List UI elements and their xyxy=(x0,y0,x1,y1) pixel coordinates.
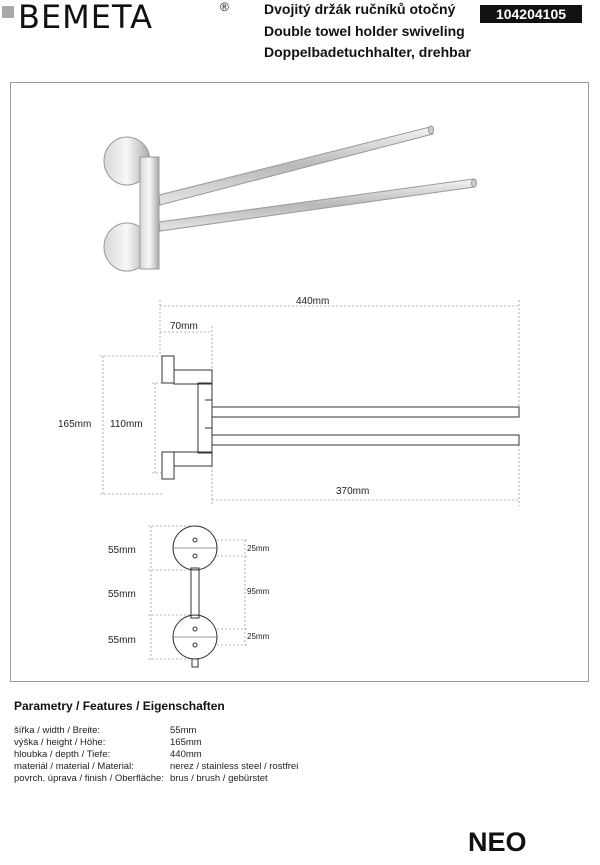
product-illustration xyxy=(104,126,477,271)
dim-front-r2: 95mm xyxy=(247,587,270,596)
dim-depth-base: 70mm xyxy=(170,321,198,332)
side-view-dimensions xyxy=(100,300,519,506)
feature-value: 165mm xyxy=(170,737,202,748)
feature-value: 55mm xyxy=(170,725,197,736)
feature-value: brus / brush / gebürstet xyxy=(170,773,268,784)
feature-label: výška / height / Höhe: xyxy=(14,737,106,748)
feature-value: 440mm xyxy=(170,749,202,760)
feature-label: hloubka / depth / Tiefe: xyxy=(14,749,111,760)
brand-logo: BEMETA xyxy=(18,0,153,36)
product-series: NEO xyxy=(468,827,527,857)
feature-label: šířka / width / Breite: xyxy=(14,725,101,736)
product-title-cz: Dvojitý držák ručníků otočný xyxy=(264,1,456,17)
front-view xyxy=(173,526,217,667)
feature-value: nerez / stainless steel / rostfrei xyxy=(170,761,299,772)
dim-bar-spacing: 110mm xyxy=(110,419,143,430)
side-view xyxy=(162,356,519,479)
dim-total-length: 440mm xyxy=(296,296,330,307)
product-title-de: Doppelbadetuchhalter, drehbar xyxy=(264,44,471,60)
features-title: Parametry / Features / Eigenschaften xyxy=(14,699,225,713)
dim-front-mid: 55mm xyxy=(108,589,136,600)
dim-front-top: 55mm xyxy=(108,545,136,556)
dim-front-r1: 25mm xyxy=(247,544,270,553)
dim-front-bottom: 55mm xyxy=(108,635,136,646)
dim-total-height: 165mm xyxy=(58,419,92,430)
feature-label: povrch. úprava / finish / Oberfläche: xyxy=(14,773,164,784)
product-title-en: Double towel holder swiveling xyxy=(264,23,465,39)
dim-bar-length: 370mm xyxy=(336,486,370,497)
dim-front-r3: 25mm xyxy=(247,632,270,641)
feature-label: materiál / material / Material: xyxy=(14,761,134,772)
product-code-badge: 104204105 xyxy=(480,5,582,23)
brand-registered-mark: ® xyxy=(220,0,229,14)
front-view-dimensions xyxy=(148,526,248,659)
